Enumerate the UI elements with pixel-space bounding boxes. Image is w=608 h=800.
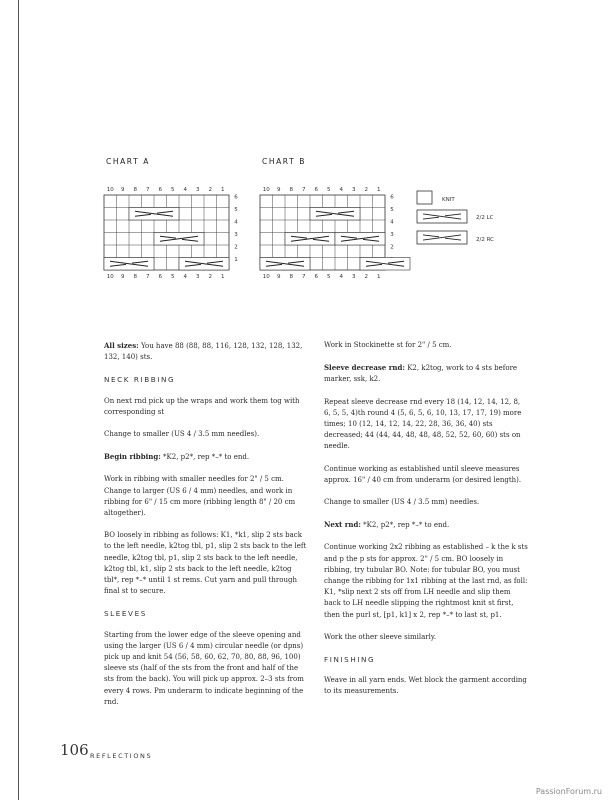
chart-b-col-number-bottom: 5 (327, 274, 331, 280)
right-paragraph-3: Continue working as established until sleeve measures approx. 16" / 40 cm from underarm (or desired length). (324, 464, 522, 484)
sleeves-heading: SLEEVES (104, 609, 147, 619)
sleeve-decrease-text: K2, k2tog, work to 4 sts before marker, ssk, k2. (324, 364, 518, 384)
sleeves-paragraph-1: Starting from the lower edge of the sleeve opening and using the larger (US 6 / 4 mm) circular needle (or dpns) pick up and knit 54 (56, 58, 60, 62, 70, 80, 88, 96, 100) sleeve sts (half of the sts from the front and half of the sts from the back). You will pick up approx. 2–3 sts from every 4 rows. Pm underarm to indicate beginning of the rnd. (104, 630, 304, 706)
begin-ribbing-text: *K2, p2*, rep *–* to end. (160, 453, 250, 462)
right-column (324, 340, 528, 709)
neck-paragraph-4: BO loosely in ribbing as follows: K1, *k1, slip 2 sts back to the left needle, k2tog tbl, p1, slip 2 sts back to the left needle, k2tog tbl, p1, slip 2 sts back to the left needle, k2tog tbl, k1, slip 2 sts back to the left needle, k2tog tbl*, rep *–* until 1 st rems. Cut yarn and pull through final st to secure. (104, 531, 307, 596)
chart-b-col-number-bottom: 10 (262, 274, 270, 280)
chart-a-col-number-top: 9 (121, 187, 125, 193)
chart-b-title: CHART B (262, 157, 306, 166)
chart-a-row-number: 6 (234, 194, 238, 201)
chart-b-col-number-top: 10 (262, 187, 270, 193)
chart-b-row-number: 3 (390, 231, 394, 238)
chart-a-col-number-top: 4 (183, 187, 187, 193)
chart-b-col-number-top: 1 (377, 187, 381, 193)
next-rnd-paragraph (324, 519, 528, 531)
chart-b-row-number: 6 (390, 194, 394, 201)
legend-rc-label: 2/2 RC (476, 237, 494, 243)
chart-b-row-number: 2 (390, 244, 394, 251)
neck-paragraph-2: Change to smaller (US 4 / 3.5 mm needles). (104, 430, 260, 439)
chart-a-col-number-top: 5 (171, 187, 175, 193)
right-paragraph-1: Work in Stockinette st for 2" / 5 cm. (324, 341, 452, 349)
chart-a-col-number-top: 2 (208, 187, 212, 193)
chart-a-col-number-bottom: 5 (171, 274, 175, 280)
chart-b-col-number-bottom: 9 (277, 274, 281, 280)
chart-a-row-number: 3 (234, 231, 238, 238)
knitting-charts (0, 0, 608, 300)
chart-a-title: CHART A (106, 157, 150, 166)
chart-a-row-number: 2 (234, 244, 238, 251)
right-paragraph-7: Weave in all yarn ends. Wet block the garment according to its measurements. (324, 676, 527, 696)
neck-paragraph-3: Work in ribbing with smaller needles for 2" / 5 cm. Change to larger (US 6 / 4 mm) needles, and work in ribbing for 6" / 15 cm more (ribbing length 8" / 20 cm altogether). (104, 475, 296, 518)
chart-a-col-number-bottom: 9 (121, 274, 125, 280)
all-sizes-text: You have 88 (88, 88, 116, 128, 132, 128, 132, 132, 140) sts. (104, 342, 303, 362)
next-rnd-text: *K2, p2*, rep *–* to end. (360, 521, 450, 530)
chart-a-col-number-top: 6 (158, 187, 162, 193)
legend-lc-label: 2/2 LC (476, 215, 494, 221)
chart-b-col-number-top: 7 (302, 187, 306, 193)
chart-b-col-number-top: 3 (352, 187, 356, 193)
page-number: 106 (60, 741, 89, 759)
right-paragraph-4: Change to smaller (US 4 / 3.5 mm) needles. (324, 498, 480, 507)
footer-label: REFLECTIONS (90, 752, 153, 760)
sleeve-decrease-label: Sleeve decrease rnd: (324, 363, 405, 373)
right-paragraph-2: Repeat sleeve decrease rnd every 18 (14, 12, 14, 12, 8, 6, 5, 5, 4)th round 4 (5, 6, 5, 6, 10, 13, 17, 17, 19) more times; 10 (12, 14, 12, 14, 22, 28, 36, 36, 40) sts decreased; 44 (44, 44, 48, 48, 48, 52, 52, 60, 60) sts on needle. (324, 397, 522, 451)
chart-b-col-number-bottom: 1 (377, 274, 381, 280)
chart-a-col-number-bottom: 3 (196, 274, 200, 280)
chart-a-col-number-bottom: 6 (158, 274, 162, 280)
left-column (104, 340, 308, 719)
chart-b-row-number: 4 (390, 219, 394, 226)
legend-knit-box (417, 191, 432, 204)
chart-a-row-number: 5 (234, 206, 238, 213)
chart-a-col-number-top: 8 (133, 187, 137, 193)
chart-a-col-number-bottom: 8 (133, 274, 137, 280)
begin-ribbing-paragraph (104, 451, 308, 463)
chart-a-col-number-bottom: 7 (146, 274, 150, 280)
chart-b-col-number-top: 4 (339, 187, 343, 193)
chart-a-col-number-bottom: 4 (183, 274, 187, 280)
chart-b-col-number-bottom: 7 (302, 274, 306, 280)
chart-b-col-number-top: 5 (327, 187, 331, 193)
chart-a-col-number-top: 1 (221, 187, 225, 193)
chart-a-col-number-top: 7 (146, 187, 150, 193)
chart-a-row-number: 4 (234, 219, 238, 226)
chart-b-col-number-top: 6 (314, 187, 318, 193)
chart-b-col-number-bottom: 4 (339, 274, 343, 280)
chart-b-col-number-bottom: 2 (364, 274, 368, 280)
chart-a-col-number-bottom: 2 (208, 274, 212, 280)
watermark: PassionForum.ru (535, 787, 602, 796)
next-rnd-label: Next rnd: (324, 520, 361, 530)
all-sizes-label: All sizes: (104, 341, 139, 350)
chart-b-col-number-top: 8 (289, 187, 293, 193)
chart-b-col-number-top: 9 (277, 187, 281, 193)
finishing-heading: FINISHING (324, 655, 376, 665)
sleeve-decrease-paragraph (324, 362, 528, 385)
chart-a-col-number-top: 10 (106, 187, 114, 193)
chart-a-row-number: 1 (234, 256, 238, 263)
neck-ribbing-heading: NECK RIBBING (104, 375, 176, 385)
neck-paragraph-1: On next rnd pick up the wraps and work them tog with corresponding st (104, 396, 300, 416)
begin-ribbing-label: Begin ribbing: (104, 452, 161, 462)
chart-b-col-number-bottom: 3 (352, 274, 356, 280)
chart-b-col-number-top: 2 (364, 187, 368, 193)
chart-b-col-number-bottom: 6 (314, 274, 318, 280)
chart-a-col-number-top: 3 (196, 187, 200, 193)
all-sizes-paragraph (104, 340, 308, 363)
right-paragraph-6: Work the other sleeve similarly. (324, 632, 437, 641)
legend-knit-label: KNIT (442, 197, 455, 203)
chart-a-col-number-bottom: 10 (106, 274, 114, 280)
chart-a-col-number-bottom: 1 (221, 274, 225, 280)
chart-b-col-number-bottom: 8 (289, 274, 293, 280)
chart-b-row-number: 5 (390, 206, 394, 213)
right-paragraph-5: Continue working 2x2 ribbing as established – k the k sts and p the p sts for approx. 2" / 5 cm. BO loosely in ribbing, try tubular BO. Note: for tubular BO, you must change the ribbing for 1x1 ribbing at the last rnd, as foll: K1, *slip next 2 sts off from LH needle and slip them back to LH needle slipping the rightmost knit st first, then the purl st, [p1, k1] x 2, rep *–* to last st, p1. (324, 543, 528, 619)
